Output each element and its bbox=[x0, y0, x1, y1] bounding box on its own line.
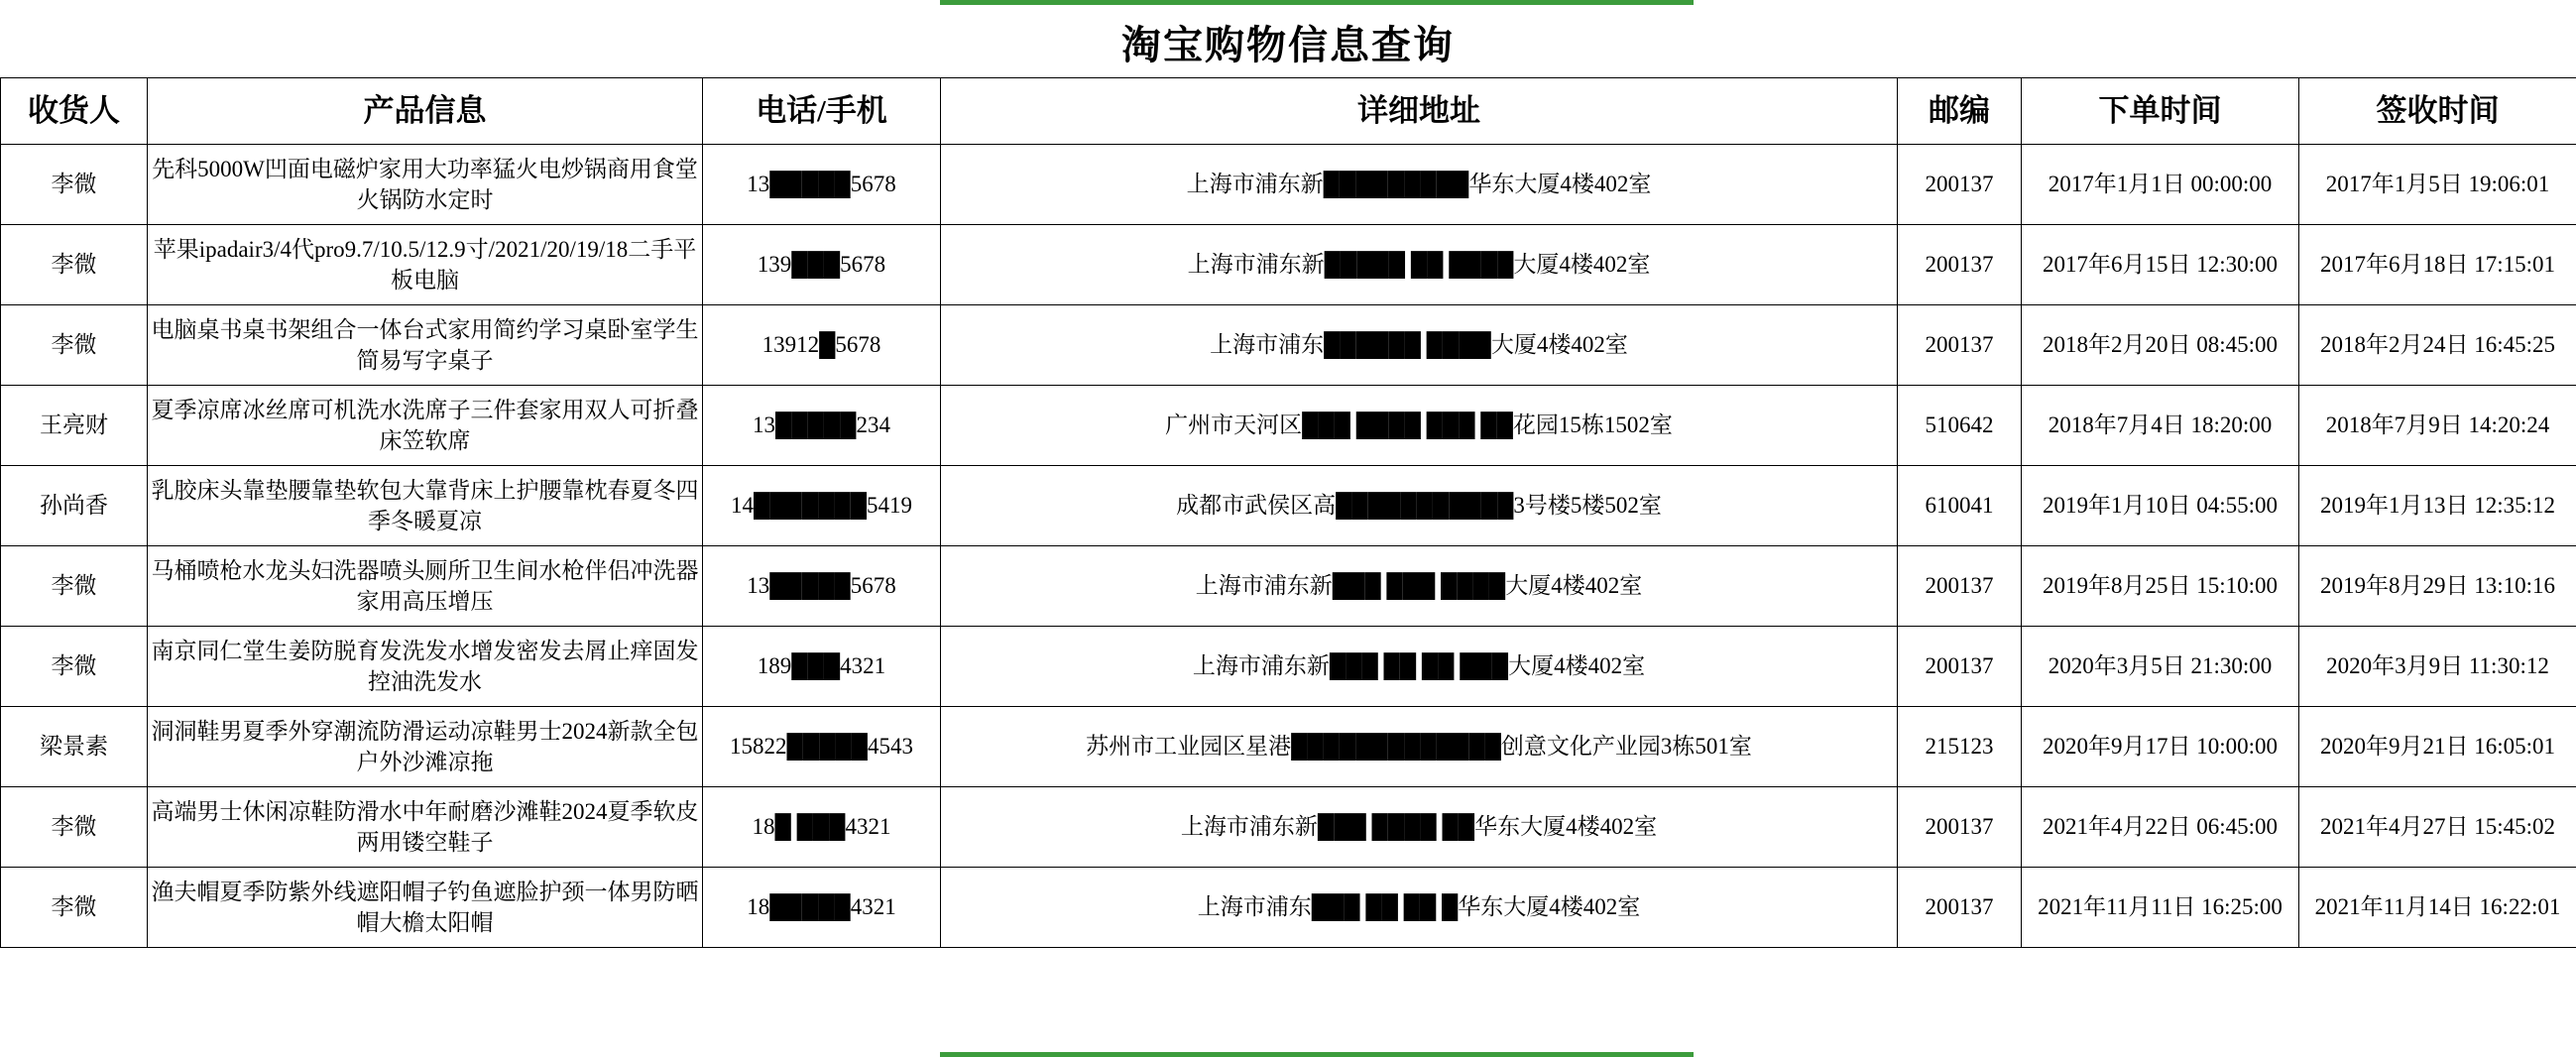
cell-recipient: 李微 bbox=[1, 225, 148, 305]
cell-phone: 18█ ███4321 bbox=[703, 787, 941, 868]
cell-sign-time: 2020年9月21日 16:05:01 bbox=[2299, 707, 2576, 787]
column-header-address: 详细地址 bbox=[941, 78, 1898, 145]
orders-table bbox=[0, 77, 2576, 948]
cell-sign-time: 2017年1月5日 19:06:01 bbox=[2299, 145, 2576, 225]
cell-address: 上海市浦东新█████ ██ ████大厦4楼402室 bbox=[941, 225, 1898, 305]
cell-zip: 200137 bbox=[1898, 546, 2022, 627]
cell-recipient: 李微 bbox=[1, 627, 148, 707]
cell-address: 上海市浦东新███ ██ ██ ███大厦4楼402室 bbox=[941, 627, 1898, 707]
cell-address: 广州市天河区███ ████ ███ ██花园15栋1502室 bbox=[941, 386, 1898, 466]
cell-phone: 139███5678 bbox=[703, 225, 941, 305]
cell-sign-time: 2019年8月29日 13:10:16 bbox=[2299, 546, 2576, 627]
cell-address: 上海市浦东新███ ███ ████大厦4楼402室 bbox=[941, 546, 1898, 627]
cell-zip: 510642 bbox=[1898, 386, 2022, 466]
cell-address: 成都市武侯区高███████████3号楼5楼502室 bbox=[941, 466, 1898, 546]
cell-product: 夏季凉席冰丝席可机洗水洗席子三件套家用双人可折叠床笠软席 bbox=[148, 386, 703, 466]
cell-zip: 200137 bbox=[1898, 145, 2022, 225]
column-header-sign-time: 签收时间 bbox=[2299, 78, 2576, 145]
cell-sign-time: 2018年7月9日 14:20:24 bbox=[2299, 386, 2576, 466]
column-header-product: 产品信息 bbox=[148, 78, 703, 145]
cell-product: 高端男士休闲凉鞋防滑水中年耐磨沙滩鞋2024夏季软皮两用镂空鞋子 bbox=[148, 787, 703, 868]
cell-zip: 610041 bbox=[1898, 466, 2022, 546]
cell-sign-time: 2021年4月27日 15:45:02 bbox=[2299, 787, 2576, 868]
table-header-row bbox=[1, 78, 2576, 145]
cell-order-time: 2017年1月1日 00:00:00 bbox=[2022, 145, 2299, 225]
table-row bbox=[1, 305, 2576, 386]
cell-product: 电脑桌书桌书架组合一体台式家用简约学习桌卧室学生简易写字桌子 bbox=[148, 305, 703, 386]
cell-address: 苏州市工业园区星港█████████████创意文化产业园3栋501室 bbox=[941, 707, 1898, 787]
cell-phone: 13█████5678 bbox=[703, 145, 941, 225]
table-row bbox=[1, 546, 2576, 627]
cell-order-time: 2017年6月15日 12:30:00 bbox=[2022, 225, 2299, 305]
cell-product: 洞洞鞋男夏季外穿潮流防滑运动凉鞋男士2024新款全包户外沙滩凉拖 bbox=[148, 707, 703, 787]
table-row bbox=[1, 787, 2576, 868]
cell-recipient: 李微 bbox=[1, 546, 148, 627]
orders-table-container bbox=[0, 77, 2576, 948]
cell-product: 乳胶床头靠垫腰靠垫软包大靠背床上护腰靠枕春夏冬四季冬暖夏凉 bbox=[148, 466, 703, 546]
cell-recipient: 孙尚香 bbox=[1, 466, 148, 546]
cell-zip: 200137 bbox=[1898, 627, 2022, 707]
column-header-order-time: 下单时间 bbox=[2022, 78, 2299, 145]
cell-phone: 15822█████4543 bbox=[703, 707, 941, 787]
cell-address: 上海市浦东███ ██ ██ █华东大厦4楼402室 bbox=[941, 868, 1898, 948]
cell-recipient: 梁景素 bbox=[1, 707, 148, 787]
cell-address: 上海市浦东██████ ████大厦4楼402室 bbox=[941, 305, 1898, 386]
cell-zip: 200137 bbox=[1898, 868, 2022, 948]
column-header-zip: 邮编 bbox=[1898, 78, 2022, 145]
cell-phone: 14███████5419 bbox=[703, 466, 941, 546]
bottom-accent-bar bbox=[940, 1052, 1694, 1057]
cell-product: 渔夫帽夏季防紫外线遮阳帽子钓鱼遮脸护颈一体男防晒帽大檐太阳帽 bbox=[148, 868, 703, 948]
cell-phone: 13912█5678 bbox=[703, 305, 941, 386]
table-row bbox=[1, 707, 2576, 787]
cell-sign-time: 2020年3月9日 11:30:12 bbox=[2299, 627, 2576, 707]
cell-product: 先科5000W凹面电磁炉家用大功率猛火电炒锅商用食堂火锅防水定时 bbox=[148, 145, 703, 225]
cell-zip: 200137 bbox=[1898, 787, 2022, 868]
cell-recipient: 李微 bbox=[1, 787, 148, 868]
cell-order-time: 2018年2月20日 08:45:00 bbox=[2022, 305, 2299, 386]
cell-address: 上海市浦东新███ ████ ██华东大厦4楼402室 bbox=[941, 787, 1898, 868]
cell-product: 苹果ipadair3/4代pro9.7/10.5/12.9寸/2021/20/19/18二手平板电脑 bbox=[148, 225, 703, 305]
cell-address: 上海市浦东新█████████华东大厦4楼402室 bbox=[941, 145, 1898, 225]
cell-order-time: 2021年11月11日 16:25:00 bbox=[2022, 868, 2299, 948]
cell-sign-time: 2019年1月13日 12:35:12 bbox=[2299, 466, 2576, 546]
cell-zip: 200137 bbox=[1898, 225, 2022, 305]
cell-order-time: 2020年9月17日 10:00:00 bbox=[2022, 707, 2299, 787]
table-body bbox=[1, 145, 2576, 948]
cell-product: 马桶喷枪水龙头妇洗器喷头厕所卫生间水枪伴侣冲洗器家用高压增压 bbox=[148, 546, 703, 627]
cell-order-time: 2019年1月10日 04:55:00 bbox=[2022, 466, 2299, 546]
cell-phone: 13█████234 bbox=[703, 386, 941, 466]
table-row bbox=[1, 386, 2576, 466]
column-header-recipient: 收货人 bbox=[1, 78, 148, 145]
top-accent-bar bbox=[940, 0, 1694, 5]
column-header-phone: 电话/手机 bbox=[703, 78, 941, 145]
cell-phone: 13█████5678 bbox=[703, 546, 941, 627]
cell-phone: 189███4321 bbox=[703, 627, 941, 707]
table-row bbox=[1, 466, 2576, 546]
cell-sign-time: 2021年11月14日 16:22:01 bbox=[2299, 868, 2576, 948]
cell-recipient: 李微 bbox=[1, 145, 148, 225]
cell-recipient: 李微 bbox=[1, 868, 148, 948]
cell-sign-time: 2017年6月18日 17:15:01 bbox=[2299, 225, 2576, 305]
table-row bbox=[1, 868, 2576, 948]
cell-order-time: 2019年8月25日 15:10:00 bbox=[2022, 546, 2299, 627]
cell-order-time: 2021年4月22日 06:45:00 bbox=[2022, 787, 2299, 868]
page-title: 淘宝购物信息查询 bbox=[1121, 23, 1455, 67]
cell-zip: 200137 bbox=[1898, 305, 2022, 386]
cell-zip: 215123 bbox=[1898, 707, 2022, 787]
cell-sign-time: 2018年2月24日 16:45:25 bbox=[2299, 305, 2576, 386]
cell-order-time: 2020年3月5日 21:30:00 bbox=[2022, 627, 2299, 707]
table-row bbox=[1, 225, 2576, 305]
cell-phone: 18█████4321 bbox=[703, 868, 941, 948]
table-row bbox=[1, 627, 2576, 707]
cell-product: 南京同仁堂生姜防脱育发洗发水增发密发去屑止痒固发控油洗发水 bbox=[148, 627, 703, 707]
cell-order-time: 2018年7月4日 18:20:00 bbox=[2022, 386, 2299, 466]
table-header bbox=[1, 78, 2576, 145]
cell-recipient: 王亮财 bbox=[1, 386, 148, 466]
table-row bbox=[1, 145, 2576, 225]
cell-recipient: 李微 bbox=[1, 305, 148, 386]
